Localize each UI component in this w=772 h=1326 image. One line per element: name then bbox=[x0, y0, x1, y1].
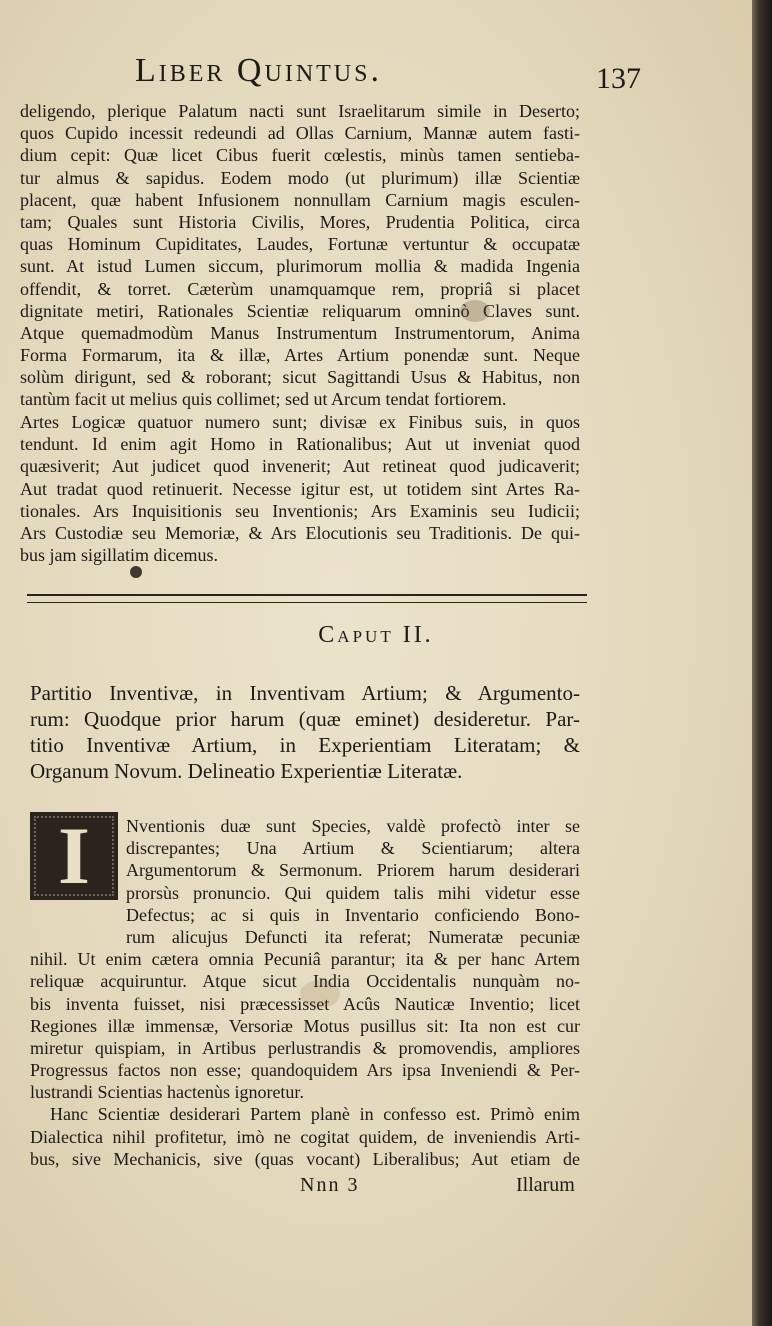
text-line: sunt. At istud Lumen siccum, plurimorum mollia & madida Ingenia bbox=[20, 256, 580, 277]
text-line: bus jam sigillatim dicemus. bbox=[20, 545, 218, 566]
text-line: offendit, & torret. Cæterùm unamquamque rem, propriâ si placet bbox=[20, 278, 580, 299]
text-line: solùm dirigunt, sed & roborant; sicut Sagittandi Usus & Habitus, non bbox=[20, 367, 580, 388]
page-footer bbox=[0, 1174, 752, 1198]
running-head-title: Liber Quintus. bbox=[135, 52, 382, 89]
text-line: discrepantes; Una Artium & Scientiarum; altera bbox=[126, 838, 580, 859]
text-line: quos Cupido incessit redeundi ad Ollas Carnium, Mannæ autem fasti- bbox=[20, 123, 580, 144]
text-line: Atque quemadmodùm Manus Instrumentum Instrumentorum, Anima bbox=[20, 322, 580, 343]
page-number: 137 bbox=[596, 62, 641, 95]
text-line: lustrandi Scientias hactenùs ignoretur. bbox=[30, 1082, 304, 1103]
signature-mark: Nnn 3 bbox=[300, 1174, 360, 1196]
text-line: tantùm facit ut melius quis collimet; sed ut Arcum tendat fortiorem. bbox=[20, 389, 507, 410]
text-line: Nventionis duæ sunt Species, valdè profectò inter se bbox=[126, 816, 580, 836]
catchword: Illarum bbox=[516, 1174, 575, 1196]
summary-line: Partitio Inventivæ, in Inventivam Artium; & Argumento- bbox=[30, 681, 580, 705]
decorated-initial: I bbox=[30, 812, 118, 900]
text-line: prorsùs pronuncio. Qui quidem talis mihi videtur esse bbox=[126, 882, 580, 903]
text-line: miretur quispiam, in Artibus perlustrandis & promovendis, ampliores bbox=[30, 1037, 580, 1058]
text-line: Hanc Scientiæ desiderari Partem planè in confesso est. Primò enim bbox=[50, 1104, 580, 1125]
chapter-heading: Caput II. bbox=[318, 622, 434, 648]
text-line: Dialectica nihil profitetur, imò ne cogitat quidem, de inveniendis Arti- bbox=[30, 1126, 580, 1147]
summary-line: Organum Novum. Delineatio Experientiæ Literatæ. bbox=[30, 759, 463, 783]
text-line: Forma Formarum, ita & illæ, Artes Artium ponendæ sunt. Neque bbox=[20, 345, 580, 366]
running-head bbox=[0, 52, 752, 98]
text-line: quæsiverit; Aut judicet quod invenerit; Aut retineat quod judicaverit; bbox=[20, 456, 580, 477]
text-line: Progressus factos non esse; quandoquidem Ars ipsa Inveniendi & Per- bbox=[30, 1060, 580, 1081]
paragraph-1 bbox=[20, 100, 580, 411]
summary-line: rum: Quodque prior harum (quæ eminet) desideretur. Par- bbox=[30, 707, 580, 731]
text-line: tionales. Ars Inquisitionis seu Inventionis; Ars Examinis seu Iudicii; bbox=[20, 500, 580, 521]
text-line: tam; Quales sunt Historia Civilis, Mores, Prudentia Politica, circa bbox=[20, 211, 580, 232]
text-line: rum alicujus Defuncti ita referat; Numeratæ pecuniæ bbox=[126, 926, 580, 947]
foxing-spot bbox=[300, 980, 340, 1008]
text-line: reliquæ acquiruntur. Atque sicut India Occidentalis nunquàm no- bbox=[30, 971, 580, 992]
section-divider bbox=[27, 594, 587, 603]
paragraph-2 bbox=[20, 411, 580, 566]
foxing-spot bbox=[460, 300, 490, 322]
chapter-summary bbox=[30, 680, 580, 784]
text-line: bis inventa fuisset, nisi præcessisset Acûs Nauticæ Inventio; licet bbox=[30, 993, 580, 1014]
summary-line: titio Inventivæ Artium, in Experientiam Literatam; & bbox=[30, 733, 580, 757]
ink-blot bbox=[130, 566, 142, 578]
text-line: bus, sive Mechanicis, sive (quas vocant) Liberalibus; Aut etiam de bbox=[30, 1148, 580, 1169]
text-line: placent, quæ habent Infusionem nonnullam Carnium magis esculen- bbox=[20, 189, 580, 210]
text-line: deligendo, plerique Palatum nacti sunt Israelitarum simile in Deserto; bbox=[20, 101, 580, 121]
text-line: Defectus; ac si quis in Inventario conficiendo Bono- bbox=[126, 904, 580, 925]
text-line: Artes Logicæ quatuor numero sunt; divisæ ex Finibus suis, in quos bbox=[20, 412, 580, 432]
text-line: Regiones illæ immensæ, Versoriæ Motus pusillus sit: Ita non est cur bbox=[30, 1015, 580, 1036]
text-line: Argumentorum & Sermonum. Priorem harum desiderari bbox=[126, 860, 580, 881]
text-line: dium cepit: Quæ licet Cibus fuerit cœlestis, minùs tamen sentieba- bbox=[20, 145, 580, 166]
text-line: dignitate metiri, Rationales Scientiæ reliquarum omninò Claves sunt. bbox=[20, 300, 580, 321]
text-line: tur almus & sapidus. Eodem modo (ut plurimum) illæ Scientiæ bbox=[20, 167, 580, 188]
text-line: Ars Custodiæ seu Memoriæ, & Ars Elocutionis seu Traditionis. De qui- bbox=[20, 522, 580, 543]
page-edge bbox=[752, 0, 772, 1326]
text-line: Aut tradat quod retinuerit. Necesse igitur est, ut totidem sint Artes Ra- bbox=[20, 478, 580, 499]
text-line: tendunt. Id enim agit Homo in Rationalibus; Aut ut inveniat quod bbox=[20, 434, 580, 455]
text-line: quas Hominum Cupiditates, Laudes, Fortunæ vertuntur & occupatæ bbox=[20, 234, 580, 255]
text-line: nihil. Ut enim cætera omnia Pecuniâ parantur; ita & per hanc Artem bbox=[30, 949, 580, 970]
